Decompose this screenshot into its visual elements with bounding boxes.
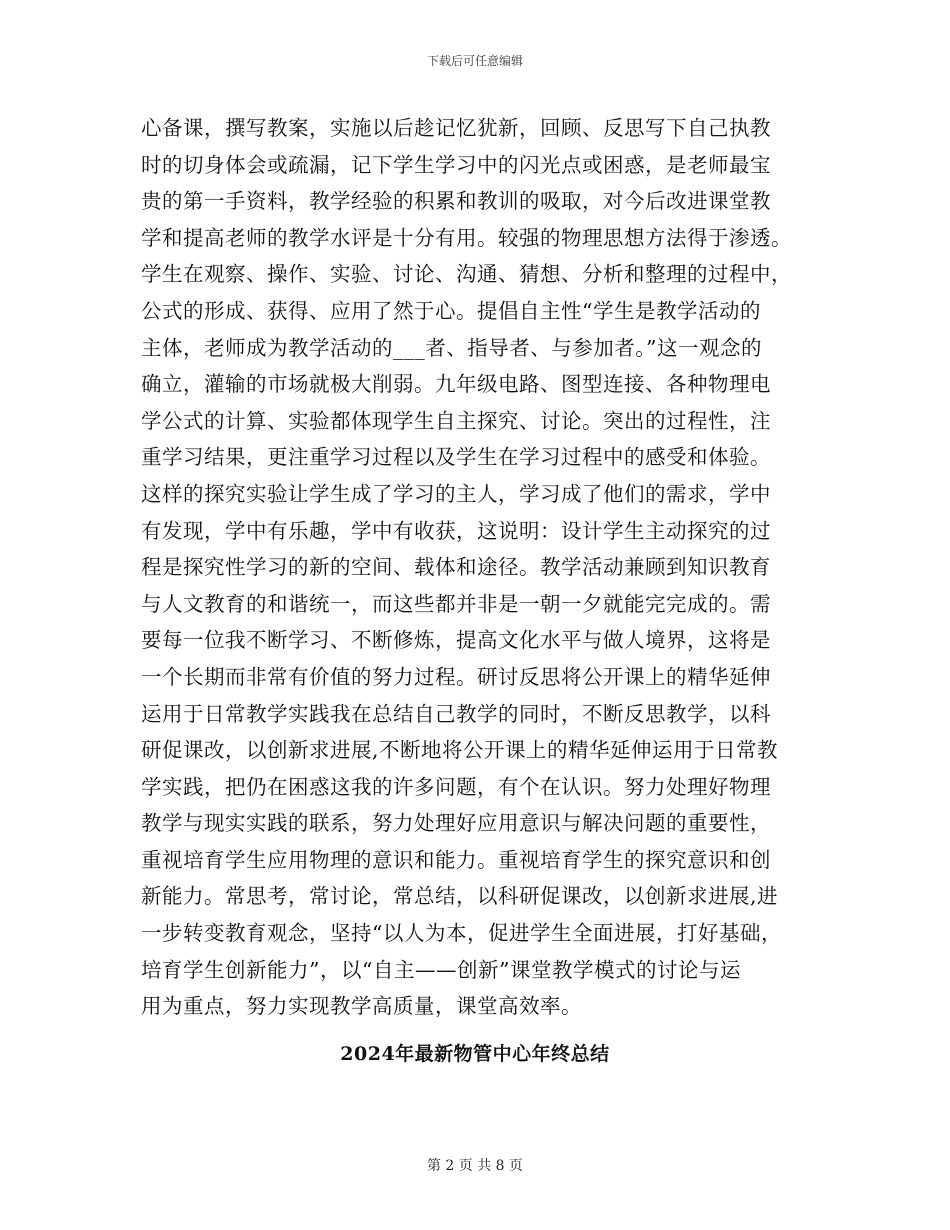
text-line: 心备课，撰写教案，实施以后趁记忆犹新，回顾、反思写下自己执教: [141, 116, 771, 140]
text-line: 有发现，学中有乐趣，学中有收获，这说明：设计学生主动探究的过: [141, 518, 771, 543]
text-line: 学生在观察、操作、实验、讨论、沟通、猜想、分析和整理的过程中，: [141, 262, 792, 287]
text-line: 主体，老师成为教学活动的___者、指导者、与参加者。”这一观念的: [141, 335, 762, 360]
text-line: 程是探究性学习的新的空间、载体和途径。教学活动兼顾到知识教育: [141, 555, 771, 580]
text-line: 教学与现实实践的联系，努力处理好应用意识与解决问题的重要性，: [141, 811, 771, 836]
text-line: 培育学生创新能力”，以“自主——创新”课堂教学模式的讨论与运: [141, 957, 741, 982]
text-line: 贵的第一手资料，教学经验的积累和教训的吸取，对今后改进课堂教: [141, 189, 771, 214]
text-line: 一个长期而非常有价值的努力过程。研讨反思将公开课上的精华延伸: [141, 664, 771, 689]
text-line: 新能力。常思考，常讨论，常总结，以科研促课改，以创新求进展,进: [141, 884, 779, 909]
text-line: 用为重点，努力实现教学高质量，课堂高效率。: [141, 994, 582, 1019]
text-line: 学和提高老师的教学水评是十分有用。较强的物理思想方法得于渗透。: [141, 225, 792, 250]
section-title: 2024年最新物管中心年终总结: [340, 1043, 610, 1065]
text-line: 确立，灌输的市场就极大削弱。九年级电路、图型连接、各种物理电: [141, 372, 771, 397]
text-line: 公式的形成、获得、应用了然于心。提倡自主性“学生是教学活动的: [141, 298, 761, 323]
text-line: 与人文教育的和谐统一，而这些都并非是一朝一夕就能完完成的。需: [141, 591, 771, 616]
text-line: 重学习结果，更注重学习过程以及学生在学习过程中的感受和体验。: [141, 445, 771, 470]
text-line: 研促课改，以创新求进展,不断地将公开课上的精华延伸运用于日常教: [141, 738, 779, 763]
page-header: 下载后可任意编辑: [426, 54, 523, 68]
text-line: 学实践，把仍在困惑这我的许多问题，有个在认识。努力处理好物理: [141, 774, 771, 799]
text-line: 重视培育学生应用物理的意识和能力。重视培育学生的探究意识和创: [141, 847, 771, 872]
text-line: 一步转变教育观念，坚持“以人为本，促进学生全面进展，打好基础，: [141, 921, 782, 946]
text-line: 这样的探究实验让学生成了学习的主人，学习成了他们的需求，学中: [141, 481, 771, 506]
text-line: 运用于日常教学实践我在总结自己教学的同时，不断反思教学，以科: [141, 701, 771, 726]
text-line: 要每一位我不断学习、不断修炼，提高文化水平与做人境界，这将是: [141, 628, 771, 653]
text-line: 时的切身体会或疏漏，记下学生学习中的闪光点或困惑，是老师最宝: [141, 152, 771, 177]
page-number: 第 2 页 共 8 页: [426, 1158, 524, 1174]
text-line: 学公式的计算、实验都体现学生自主探究、讨论。突出的过程性，注: [141, 408, 771, 433]
body-paragraph: [141, 110, 811, 1025]
